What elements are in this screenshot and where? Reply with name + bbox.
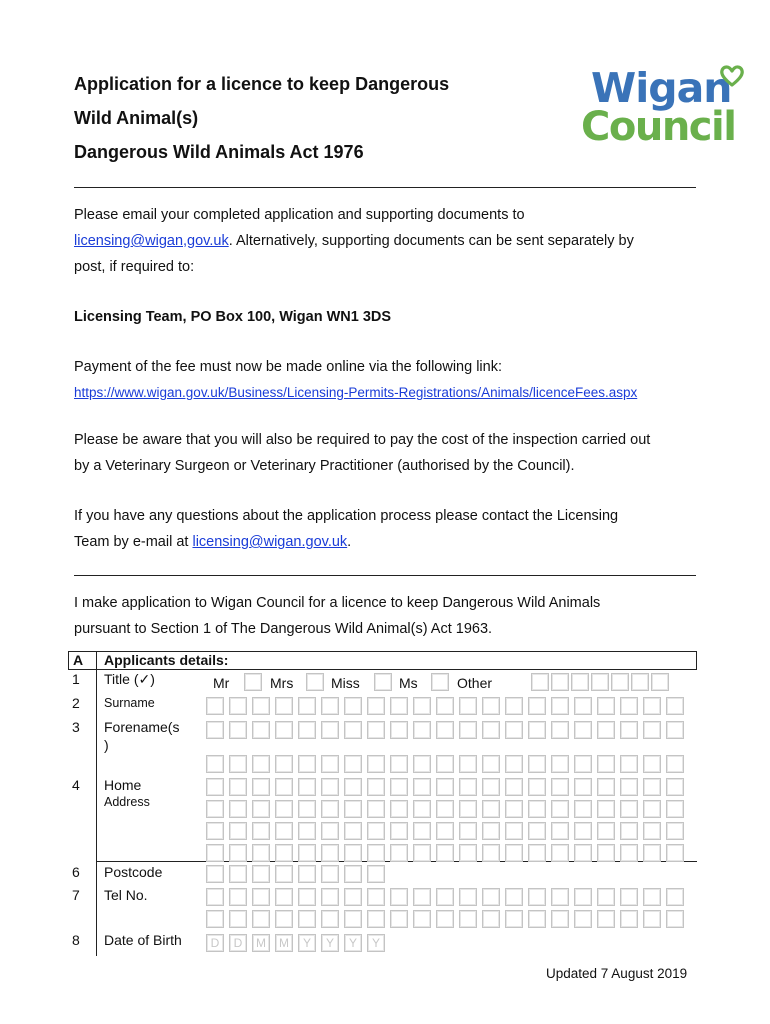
address-char-box[interactable]: [367, 800, 385, 818]
address-char-box[interactable]: [206, 800, 224, 818]
address-char-box[interactable]: [528, 822, 546, 840]
address-char-box[interactable]: [459, 778, 477, 796]
address-char-box[interactable]: [551, 778, 569, 796]
address-char-box[interactable]: [528, 755, 546, 773]
address-char-box[interactable]: [459, 755, 477, 773]
address-char-box[interactable]: [229, 800, 247, 818]
tel-char-box[interactable]: [528, 888, 546, 906]
address-char-box[interactable]: [666, 755, 684, 773]
address-char-box[interactable]: [206, 778, 224, 796]
surname-char-box[interactable]: [298, 697, 316, 715]
dob-label: Date of Birth: [104, 932, 182, 948]
address-char-box[interactable]: [344, 844, 362, 862]
surname-char-box[interactable]: [666, 697, 684, 715]
postcode-char-box[interactable]: [275, 865, 293, 883]
address-char-box[interactable]: [252, 844, 270, 862]
address-char-box[interactable]: [597, 844, 615, 862]
payment-link[interactable]: https://www.wigan.gov.uk/Business/Licensing-Permits-Registrations/Animals/licenceFees.aspx: [74, 385, 638, 400]
section-letter: A: [73, 652, 84, 668]
surname-char-box[interactable]: [597, 697, 615, 715]
address-char-box[interactable]: [574, 755, 592, 773]
dob-char-box[interactable]: D: [229, 934, 247, 952]
address-char-box[interactable]: [436, 778, 454, 796]
tel-char-box[interactable]: [436, 888, 454, 906]
row-number: 4: [72, 777, 80, 793]
tel-char-box[interactable]: [252, 910, 270, 928]
forename-char-box[interactable]: [275, 721, 293, 739]
tel-char-box[interactable]: [367, 910, 385, 928]
tel-char-box[interactable]: [666, 888, 684, 906]
divider: [74, 575, 696, 576]
address-char-box[interactable]: [620, 844, 638, 862]
address-char-box[interactable]: [390, 755, 408, 773]
tel-char-box[interactable]: [229, 910, 247, 928]
forename-char-box[interactable]: [344, 721, 362, 739]
contact-end: .: [347, 534, 352, 550]
intro-text-3: post, if required to:: [74, 259, 195, 275]
address-char-box[interactable]: [482, 822, 500, 840]
address-char-box[interactable]: [436, 755, 454, 773]
surname-char-box[interactable]: [482, 697, 500, 715]
payment-text: Payment of the fee must now be made online via the following link:: [74, 359, 502, 375]
address-char-box[interactable]: [666, 800, 684, 818]
title-other-char-box[interactable]: [611, 673, 629, 691]
surname-char-box[interactable]: [321, 697, 339, 715]
title-other-char-box[interactable]: [531, 673, 549, 691]
table-right-border: [696, 651, 697, 670]
surname-char-box[interactable]: [436, 697, 454, 715]
address-char-box[interactable]: [390, 778, 408, 796]
surname-char-box[interactable]: [574, 697, 592, 715]
forename-char-box[interactable]: [298, 721, 316, 739]
address-char-box[interactable]: [252, 822, 270, 840]
title-other-char-box[interactable]: [571, 673, 589, 691]
address-char-box[interactable]: [321, 778, 339, 796]
address-char-box[interactable]: [413, 822, 431, 840]
logo-council-text: Council: [581, 104, 736, 150]
address-char-box[interactable]: [321, 844, 339, 862]
address-char-box[interactable]: [505, 778, 523, 796]
page-title-line2: Wild Animal(s): [74, 108, 199, 128]
dob-char-box[interactable]: Y: [298, 934, 316, 952]
tel-char-box[interactable]: [459, 888, 477, 906]
address-char-box[interactable]: [275, 778, 293, 796]
forename-char-box[interactable]: [597, 721, 615, 739]
address-char-box[interactable]: [298, 822, 316, 840]
intro-text-2: . Alternatively, supporting documents can be sent separately by: [228, 233, 634, 249]
forename-char-box[interactable]: [459, 721, 477, 739]
tel-char-box[interactable]: [321, 910, 339, 928]
title-option-mrs: Mrs: [270, 675, 294, 691]
surname-char-box[interactable]: [367, 697, 385, 715]
address-char-box[interactable]: [597, 755, 615, 773]
forename-char-box[interactable]: [252, 721, 270, 739]
page-title-line1: Application for a licence to keep Dangerous: [74, 74, 450, 94]
title-other-char-box[interactable]: [631, 673, 649, 691]
row-number: 1: [72, 671, 80, 687]
address-char-box[interactable]: [551, 755, 569, 773]
intro-text-1: Please email your completed application and supporting documents to: [74, 207, 525, 223]
address-char-box[interactable]: [206, 844, 224, 862]
title-checkbox[interactable]: [306, 673, 324, 691]
inspection-paragraph: [74, 427, 704, 479]
payment-paragraph: [74, 354, 704, 406]
title-other-char-box[interactable]: [651, 673, 669, 691]
table-left-border: [68, 651, 69, 670]
forename-char-box[interactable]: [206, 721, 224, 739]
address-char-box[interactable]: [321, 800, 339, 818]
address-char-box[interactable]: [620, 800, 638, 818]
address-char-box[interactable]: [436, 844, 454, 862]
address-char-box[interactable]: [574, 778, 592, 796]
address-char-box[interactable]: [321, 755, 339, 773]
address-char-box[interactable]: [643, 800, 661, 818]
address-char-box[interactable]: [666, 778, 684, 796]
address-char-box[interactable]: [620, 778, 638, 796]
address-char-box[interactable]: [321, 822, 339, 840]
address-char-box[interactable]: [643, 755, 661, 773]
address-char-box[interactable]: [344, 822, 362, 840]
dob-char-box[interactable]: M: [252, 934, 270, 952]
tel-char-box[interactable]: [436, 910, 454, 928]
address-char-box[interactable]: [482, 844, 500, 862]
inspection-line-1: Please be aware that you will also be required to pay the cost of the inspection carried out: [74, 432, 651, 448]
address-char-box[interactable]: [206, 822, 224, 840]
surname-char-box[interactable]: [551, 697, 569, 715]
address-char-box[interactable]: [505, 800, 523, 818]
forename-char-box[interactable]: [229, 721, 247, 739]
address-char-box[interactable]: [528, 800, 546, 818]
tel-char-box[interactable]: [367, 888, 385, 906]
postcode-char-box[interactable]: [321, 865, 339, 883]
contact-paragraph: [74, 503, 704, 555]
address-char-box[interactable]: [620, 822, 638, 840]
title-checkbox[interactable]: [244, 673, 262, 691]
address-char-box[interactable]: [206, 755, 224, 773]
title-checkbox[interactable]: [374, 673, 392, 691]
postcode-char-box[interactable]: [206, 865, 224, 883]
table-column-divider: [96, 651, 97, 956]
surname-char-box[interactable]: [459, 697, 477, 715]
address-char-box[interactable]: [666, 844, 684, 862]
address-char-box[interactable]: [229, 844, 247, 862]
postcode-label: Postcode: [104, 864, 163, 880]
dob-char-box[interactable]: Y: [367, 934, 385, 952]
dob-char-box[interactable]: D: [206, 934, 224, 952]
postal-address: Licensing Team, PO Box 100, Wigan WN1 3DS: [74, 309, 392, 325]
address-char-box[interactable]: [413, 800, 431, 818]
inspection-line-2: by a Veterinary Surgeon or Veterinary Practitioner (authorised by the Council).: [74, 458, 575, 474]
tel-char-box[interactable]: [643, 910, 661, 928]
forename-char-box[interactable]: [528, 721, 546, 739]
tel-char-box[interactable]: [551, 888, 569, 906]
tel-char-box[interactable]: [321, 888, 339, 906]
postcode-char-box[interactable]: [252, 865, 270, 883]
address-char-box[interactable]: [367, 822, 385, 840]
tel-char-box[interactable]: [482, 888, 500, 906]
address-char-box[interactable]: [367, 755, 385, 773]
page-subtitle: Dangerous Wild Animals Act 1976: [74, 142, 364, 162]
tel-char-box[interactable]: [344, 910, 362, 928]
address-char-box[interactable]: [344, 800, 362, 818]
address-char-box[interactable]: [459, 844, 477, 862]
address-label-line2: Address: [104, 795, 150, 809]
address-char-box[interactable]: [367, 844, 385, 862]
title-option-ms: Ms: [399, 675, 418, 691]
tel-char-box[interactable]: [298, 888, 316, 906]
forename-char-box[interactable]: [505, 721, 523, 739]
contact-text: Team by e-mail at: [74, 534, 193, 550]
address-char-box[interactable]: [252, 800, 270, 818]
tel-char-box[interactable]: [413, 888, 431, 906]
address-char-box[interactable]: [275, 755, 293, 773]
address-char-box[interactable]: [551, 822, 569, 840]
address-char-box[interactable]: [367, 778, 385, 796]
tel-char-box[interactable]: [252, 888, 270, 906]
surname-char-box[interactable]: [252, 697, 270, 715]
declaration-paragraph: [74, 590, 704, 642]
tel-char-box[interactable]: [206, 888, 224, 906]
tel-char-box[interactable]: [528, 910, 546, 928]
forename-char-box[interactable]: [620, 721, 638, 739]
tel-char-box[interactable]: [459, 910, 477, 928]
surname-char-box[interactable]: [206, 697, 224, 715]
tel-char-box[interactable]: [643, 888, 661, 906]
contact-email-link[interactable]: licensing@wigan.gov.uk: [192, 534, 348, 550]
address-char-box[interactable]: [597, 800, 615, 818]
postcode-char-box[interactable]: [367, 865, 385, 883]
address-char-box[interactable]: [413, 778, 431, 796]
surname-char-box[interactable]: [413, 697, 431, 715]
address-char-box[interactable]: [436, 822, 454, 840]
surname-char-box[interactable]: [528, 697, 546, 715]
contact-line-1: If you have any questions about the application process please contact the Licensing: [74, 508, 619, 524]
address-char-box[interactable]: [275, 844, 293, 862]
address-char-box[interactable]: [390, 822, 408, 840]
address-char-box[interactable]: [505, 822, 523, 840]
address-char-box[interactable]: [551, 844, 569, 862]
address-char-box[interactable]: [482, 755, 500, 773]
address-char-box[interactable]: [275, 822, 293, 840]
title-option-other: Other: [457, 675, 493, 691]
address-char-box[interactable]: [574, 844, 592, 862]
address-char-box[interactable]: [597, 822, 615, 840]
tel-char-box[interactable]: [390, 888, 408, 906]
dob-char-box[interactable]: Y: [321, 934, 339, 952]
address-char-box[interactable]: [390, 844, 408, 862]
tel-char-box[interactable]: [620, 910, 638, 928]
address-char-box[interactable]: [298, 800, 316, 818]
forename-label-line2: ): [104, 737, 109, 753]
address-char-box[interactable]: [482, 778, 500, 796]
surname-char-box[interactable]: [390, 697, 408, 715]
address-char-box[interactable]: [482, 800, 500, 818]
surname-label: Surname: [104, 696, 155, 710]
row-number: 2: [72, 695, 80, 711]
title-label: Title (✓): [104, 671, 155, 687]
postcode-char-box[interactable]: [229, 865, 247, 883]
address-char-box[interactable]: [275, 800, 293, 818]
row-number: 7: [72, 887, 80, 903]
address-char-box[interactable]: [574, 822, 592, 840]
forename-char-box[interactable]: [643, 721, 661, 739]
title-other-char-box[interactable]: [591, 673, 609, 691]
forename-char-box[interactable]: [666, 721, 684, 739]
title-option-mr: Mr: [213, 675, 230, 691]
postcode-char-box[interactable]: [298, 865, 316, 883]
address-char-box[interactable]: [229, 778, 247, 796]
title-other-char-box[interactable]: [551, 673, 569, 691]
surname-char-box[interactable]: [344, 697, 362, 715]
tel-char-box[interactable]: [275, 910, 293, 928]
tel-char-box[interactable]: [574, 910, 592, 928]
address-char-box[interactable]: [505, 755, 523, 773]
address-char-box[interactable]: [298, 755, 316, 773]
address-char-box[interactable]: [574, 800, 592, 818]
tel-char-box[interactable]: [505, 888, 523, 906]
address-char-box[interactable]: [459, 822, 477, 840]
surname-char-box[interactable]: [229, 697, 247, 715]
tel-char-box[interactable]: [229, 888, 247, 906]
tel-char-box[interactable]: [666, 910, 684, 928]
forename-char-box[interactable]: [574, 721, 592, 739]
surname-char-box[interactable]: [505, 697, 523, 715]
address-char-box[interactable]: [643, 822, 661, 840]
tel-char-box[interactable]: [551, 910, 569, 928]
address-char-box[interactable]: [344, 778, 362, 796]
address-char-box[interactable]: [597, 778, 615, 796]
forename-char-box[interactable]: [321, 721, 339, 739]
address-char-box[interactable]: [643, 844, 661, 862]
address-char-box[interactable]: [528, 844, 546, 862]
dob-char-box[interactable]: Y: [344, 934, 362, 952]
title-checkbox[interactable]: [431, 673, 449, 691]
address-char-box[interactable]: [436, 800, 454, 818]
forename-char-box[interactable]: [367, 721, 385, 739]
surname-char-box[interactable]: [275, 697, 293, 715]
forename-char-box[interactable]: [482, 721, 500, 739]
declaration-line-1: I make application to Wigan Council for a licence to keep Dangerous Wild Animals: [74, 595, 601, 611]
forename-char-box[interactable]: [390, 721, 408, 739]
row-number: 3: [72, 719, 80, 735]
forename-label-line1: Forename(s: [104, 719, 180, 735]
forename-char-box[interactable]: [436, 721, 454, 739]
surname-char-box[interactable]: [620, 697, 638, 715]
forename-char-box[interactable]: [413, 721, 431, 739]
tel-char-box[interactable]: [505, 910, 523, 928]
table-header-bottom: [68, 669, 697, 670]
tel-char-box[interactable]: [597, 910, 615, 928]
address-char-box[interactable]: [298, 778, 316, 796]
address-char-box[interactable]: [505, 844, 523, 862]
address-char-box[interactable]: [344, 755, 362, 773]
tel-char-box[interactable]: [574, 888, 592, 906]
logo-wigan-text: Wigan: [591, 64, 732, 112]
tel-char-box[interactable]: [597, 888, 615, 906]
tel-char-box[interactable]: [344, 888, 362, 906]
address-char-box[interactable]: [528, 778, 546, 796]
address-label-line1: Home: [104, 777, 142, 793]
address-char-box[interactable]: [252, 778, 270, 796]
tel-char-box[interactable]: [206, 910, 224, 928]
section-title: Applicants details:: [104, 652, 229, 668]
email-link[interactable]: licensing@wigan,gov.uk: [74, 233, 229, 249]
intro-paragraph: [74, 202, 704, 280]
tel-char-box[interactable]: [482, 910, 500, 928]
row-number: 8: [72, 932, 80, 948]
tel-char-box[interactable]: [620, 888, 638, 906]
address-char-box[interactable]: [459, 800, 477, 818]
declaration-line-2: pursuant to Section 1 of The Dangerous Wild Animal(s) Act 1963.: [74, 621, 493, 637]
divider: [74, 187, 696, 188]
address-char-box[interactable]: [229, 822, 247, 840]
tel-char-box[interactable]: [413, 910, 431, 928]
heart-icon: [719, 64, 745, 88]
surname-char-box[interactable]: [643, 697, 661, 715]
address-char-box[interactable]: [620, 755, 638, 773]
address-char-box[interactable]: [229, 755, 247, 773]
address-char-box[interactable]: [643, 778, 661, 796]
row-number: 6: [72, 864, 80, 880]
address-char-box[interactable]: [390, 800, 408, 818]
address-char-box[interactable]: [252, 755, 270, 773]
address-char-box[interactable]: [413, 755, 431, 773]
dob-char-box[interactable]: M: [275, 934, 293, 952]
address-char-box[interactable]: [298, 844, 316, 862]
forename-char-box[interactable]: [551, 721, 569, 739]
tel-char-box[interactable]: [275, 888, 293, 906]
address-char-box[interactable]: [666, 822, 684, 840]
tel-label: Tel No.: [104, 887, 148, 903]
tel-char-box[interactable]: [390, 910, 408, 928]
tel-char-box[interactable]: [298, 910, 316, 928]
updated-date: Updated 7 August 2019: [546, 966, 688, 981]
postcode-char-box[interactable]: [344, 865, 362, 883]
address-char-box[interactable]: [413, 844, 431, 862]
address-char-box[interactable]: [551, 800, 569, 818]
title-option-miss: Miss: [331, 675, 360, 691]
